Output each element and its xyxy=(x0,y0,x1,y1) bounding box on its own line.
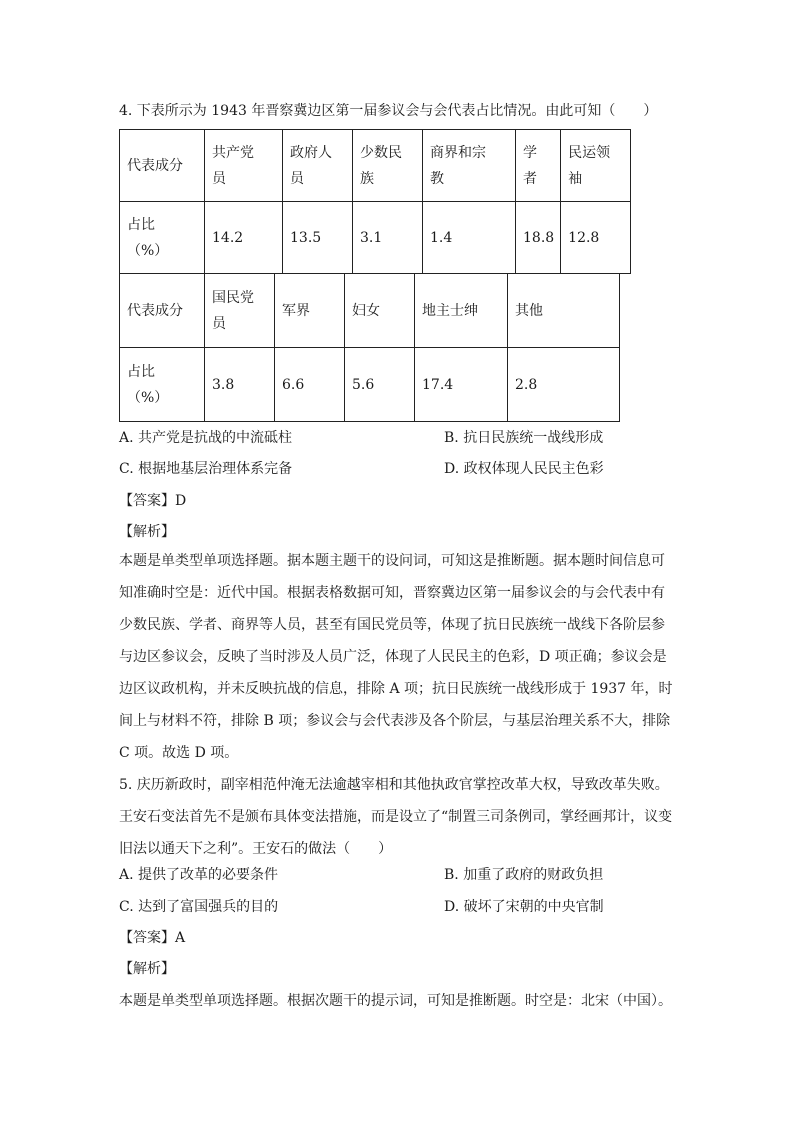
table-cell: 政府人 员 xyxy=(283,130,353,202)
q5-analysis-title: 【解析】 xyxy=(119,961,175,977)
table-cell: 12.8 xyxy=(561,202,631,274)
table-cell: 军界 xyxy=(275,274,345,348)
q4-option-d: D. 政权体现人民民主色彩 xyxy=(444,461,604,477)
table-cell: 2.8 xyxy=(508,348,620,422)
analysis-line: 知准确时空是：近代中国。根据表格数据可知，晋察冀边区第一届参议会的与会代表中有 xyxy=(119,585,665,601)
analysis-line: 边区议政机构，并未反映抗战的信息，排除 A 项；抗日民族统一战线形成于 1937 年，时 xyxy=(119,681,673,697)
q5-option-b: B. 加重了政府的财政负担 xyxy=(444,867,604,883)
analysis-line: 间上与材料不符，排除 B 项；参议会与会代表涉及各个阶层，与基层治理关系不大，排除 xyxy=(119,713,671,729)
table-cell: 少数民 族 xyxy=(353,130,423,202)
table-cell: 13.5 xyxy=(283,202,353,274)
analysis-line: 与边区参议会，反映了当时涉及人员广泛，体现了人民民主的色彩，D 项正确；参议会是 xyxy=(119,649,667,665)
table-cell: 18.8 xyxy=(516,202,561,274)
table-header-cell: 代表成分 xyxy=(120,274,205,348)
q4-option-b: B. 抗日民族统一战线形成 xyxy=(444,430,604,446)
table-cell: 共产党 员 xyxy=(205,130,283,202)
table-cell: 地主士绅 xyxy=(415,274,508,348)
table-row xyxy=(120,348,620,422)
table-cell: 6.6 xyxy=(275,348,345,422)
q5-stem xyxy=(119,769,679,865)
q5-answer: 【答案】A xyxy=(119,930,186,946)
q4-analysis-title: 【解析】 xyxy=(119,524,175,540)
q5-analysis-line: 本题是单类型单项选择题。根据次题干的提示词，可知是推断题。时空是：北宋（中国）。 xyxy=(119,993,672,1009)
stem-line: 5. 庆历新政时，副宰相范仲淹无法逾越宰相和其他执政官掌控改革大权，导致改革失败。 xyxy=(119,777,669,793)
analysis-line: C 项。故选 D 项。 xyxy=(119,745,239,761)
table-header-cell: 占比 （%） xyxy=(120,348,205,422)
table-row xyxy=(120,202,631,274)
table-cell: 学 者 xyxy=(516,130,561,202)
q4-stem: 4. 下表所示为 1943 年晋察冀边区第一届参议会与会代表占比情况。由此可知（ ） xyxy=(119,103,658,119)
table-cell: 3.1 xyxy=(353,202,423,274)
stem-line: 旧法以通天下之利”。王安石的做法（ ） xyxy=(119,841,393,857)
q4-answer: 【答案】D xyxy=(119,493,187,509)
q4-option-c: C. 根据地基层治理体系完备 xyxy=(119,461,293,477)
q4-analysis xyxy=(119,545,679,769)
table-row xyxy=(120,274,620,348)
analysis-line: 少数民族、学者、商界等人员，甚至有国民党员等，体现了抗日民族统一战线下各阶层参 xyxy=(119,617,665,633)
table-cell: 商界和宗 教 xyxy=(423,130,516,202)
table-cell: 3.8 xyxy=(205,348,275,422)
q4-option-a: A. 共产党是抗战的中流砥柱 xyxy=(119,430,293,446)
table-cell: 妇女 xyxy=(345,274,415,348)
q5-option-c: C. 达到了富国强兵的目的 xyxy=(119,899,279,915)
table-cell: 17.4 xyxy=(415,348,508,422)
table-header-cell: 代表成分 xyxy=(120,130,205,202)
table-cell: 1.4 xyxy=(423,202,516,274)
table-cell: 14.2 xyxy=(205,202,283,274)
table-cell: 国民党 员 xyxy=(205,274,275,348)
table-row xyxy=(120,130,631,202)
q4-table-top xyxy=(119,129,631,274)
table-cell: 5.6 xyxy=(345,348,415,422)
q4-table-bottom xyxy=(119,273,620,422)
table-cell: 其他 xyxy=(508,274,620,348)
table-cell: 民运领 袖 xyxy=(561,130,631,202)
stem-line: 王安石变法首先不是颁布具体变法措施，而是设立了“制置三司条例司，掌经画邦计，议变 xyxy=(119,809,673,825)
analysis-line: 本题是单类型单项选择题。据本题主题干的设问词，可知这是推断题。据本题时间信息可 xyxy=(119,553,665,569)
table-header-cell: 占比 （%） xyxy=(120,202,205,274)
q5-option-d: D. 破坏了宋朝的中央官制 xyxy=(444,899,604,915)
q5-option-a: A. 提供了改革的必要条件 xyxy=(119,867,279,883)
